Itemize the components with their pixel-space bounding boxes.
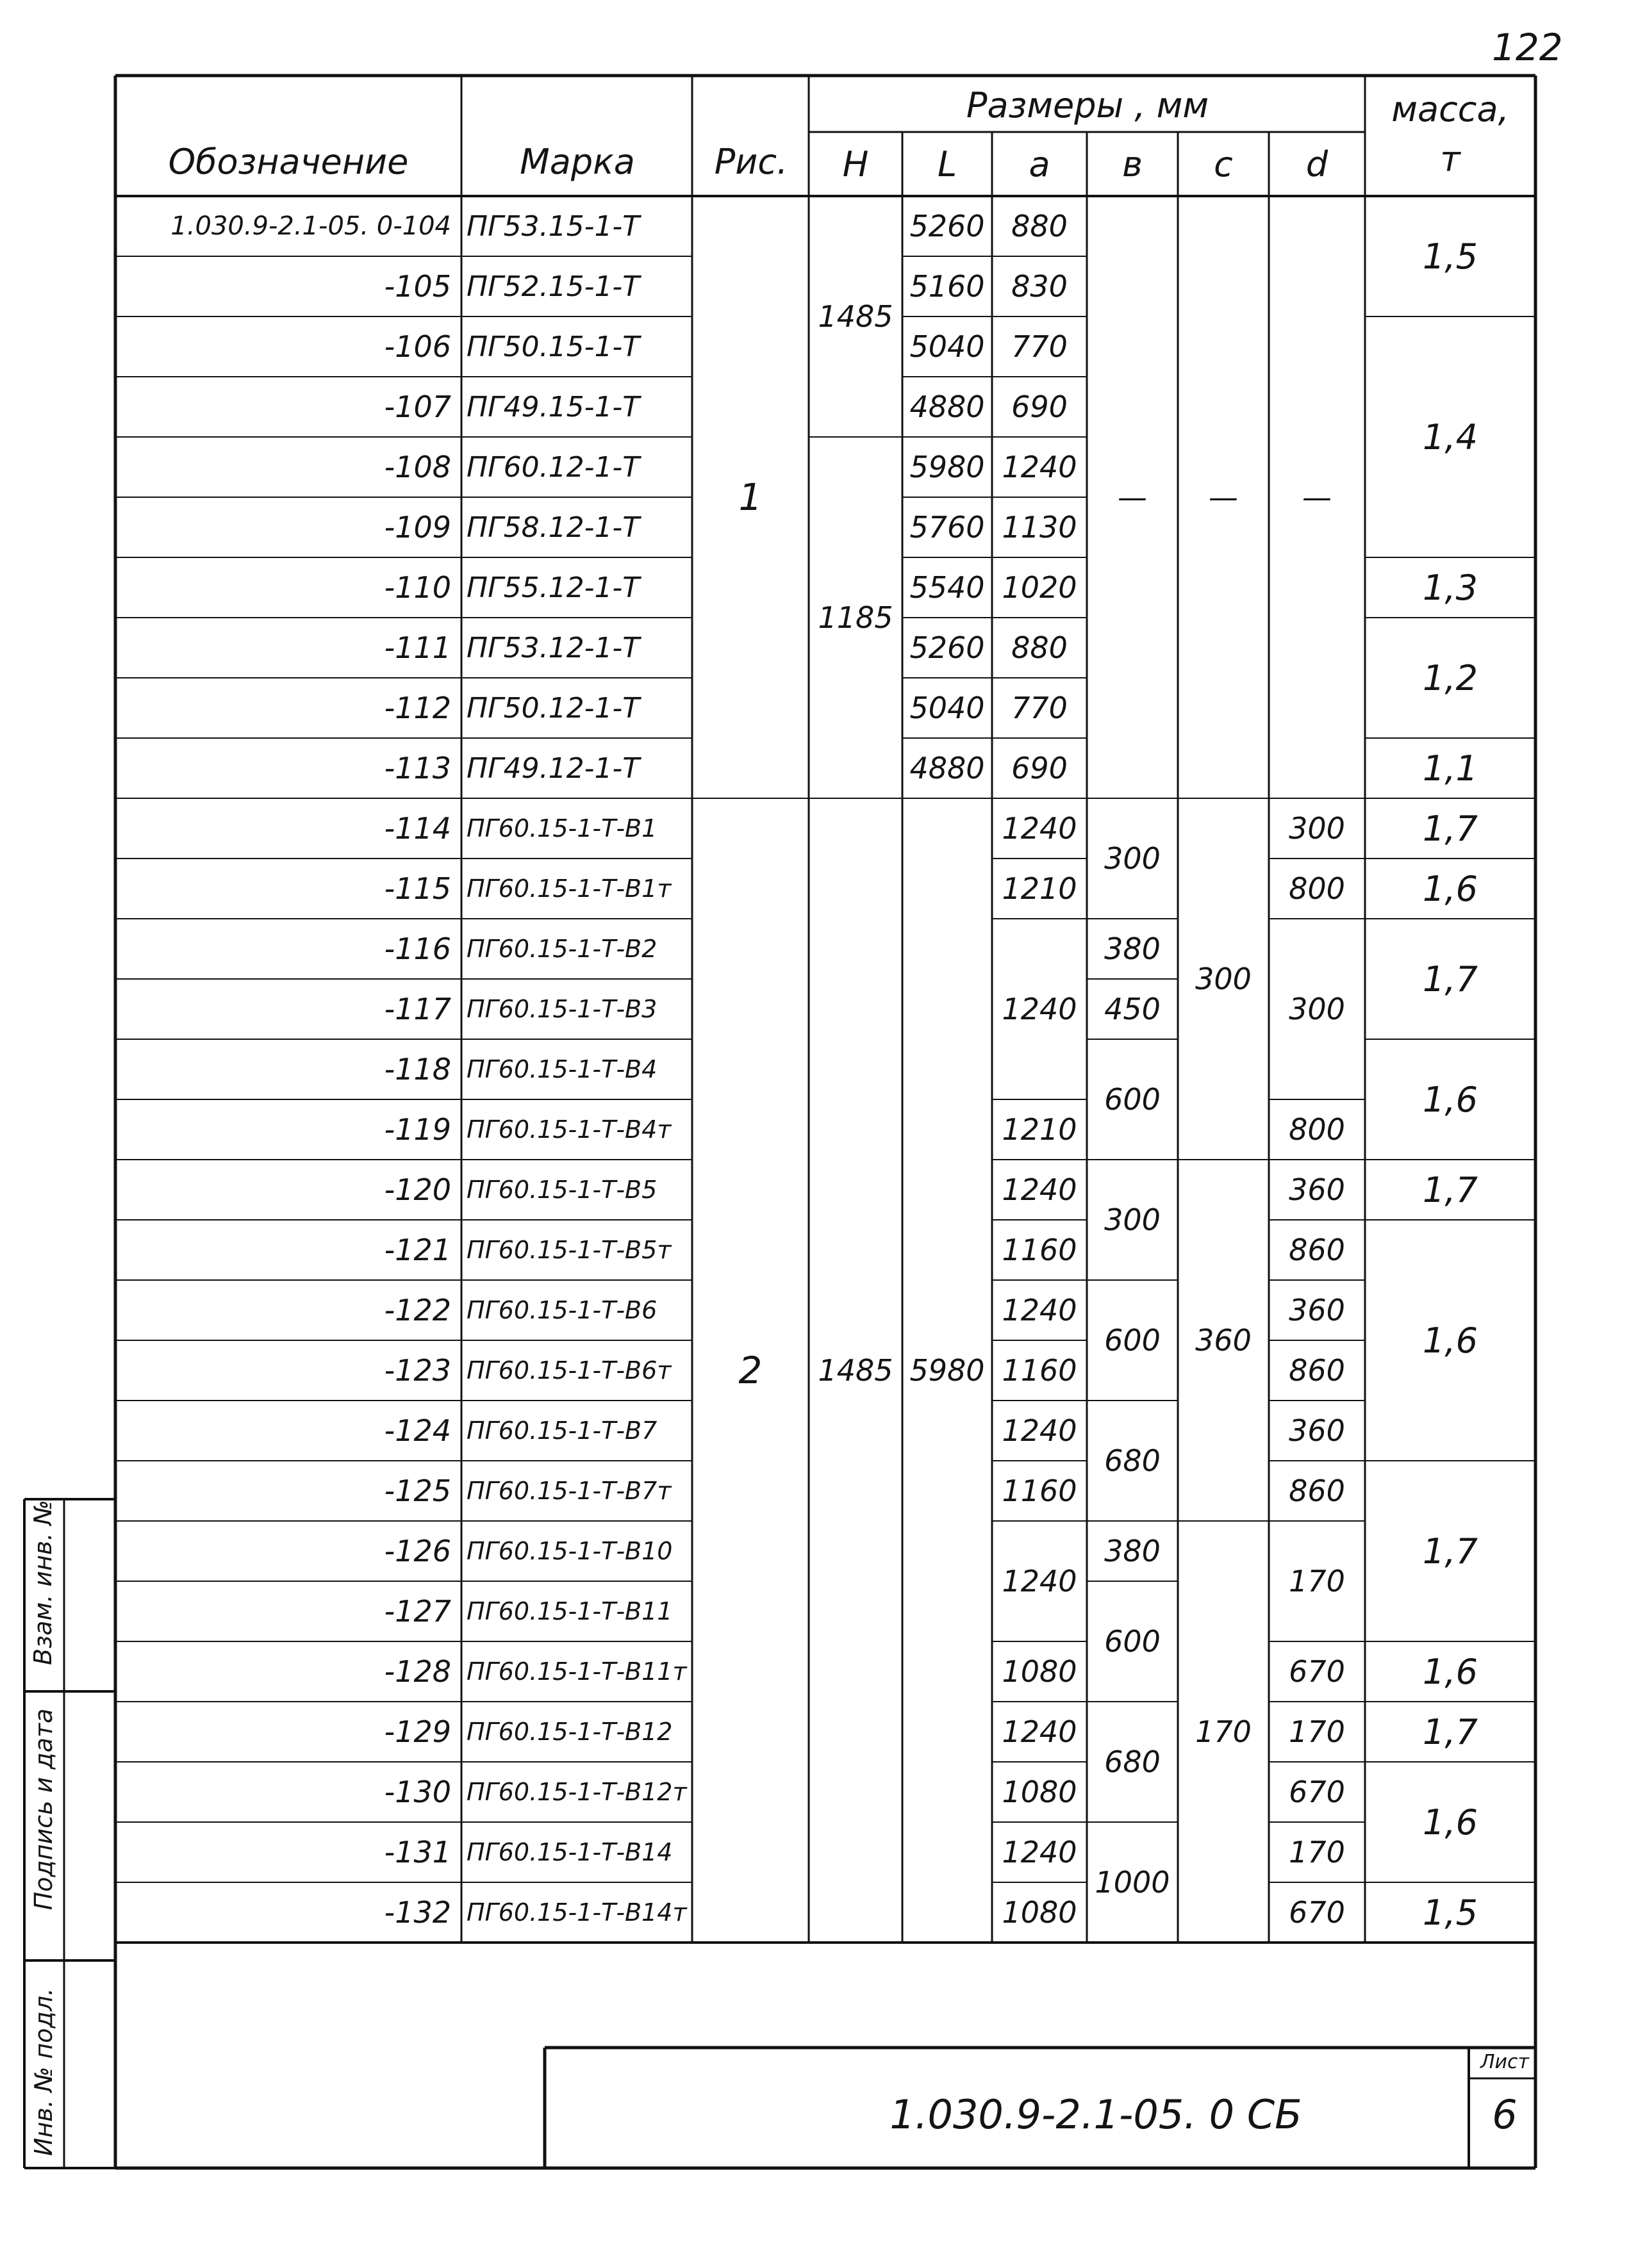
dim-l-cell: 5980 — [909, 450, 985, 484]
sheet-number: 6 — [1492, 2091, 1518, 2138]
document-code: 1.030.9-2.1-05. 0 СБ — [889, 2091, 1302, 2138]
dim-d-cell: 170 — [1289, 1714, 1345, 1749]
dim-c-cell: — — [1209, 480, 1238, 514]
mark-cell: ПГ60.15-1-Т-В14 — [467, 1838, 673, 1866]
designation-cell: -105 — [384, 269, 451, 304]
header-mass-unit: т — [1440, 138, 1460, 179]
dim-h-cell: 1485 — [818, 1353, 893, 1388]
designation-cell: -120 — [384, 1172, 451, 1207]
mark-cell: ПГ60.15-1-Т-В10 — [467, 1537, 673, 1565]
stamp-replace-inv: Взам. инв. № — [29, 1499, 57, 1665]
mass-cell: 1,7 — [1423, 958, 1478, 999]
dim-l-cell: 5760 — [909, 510, 985, 545]
dim-a-cell: 1240 — [1002, 450, 1077, 484]
mark-cell: ПГ58.12-1-Т — [467, 511, 640, 544]
mark-cell: ПГ60.15-1-Т-В1т — [467, 875, 672, 903]
dim-l-cell: 5160 — [909, 269, 985, 304]
mark-cell: ПГ60.15-1-Т-В6т — [467, 1356, 672, 1385]
dim-c-cell: 360 — [1195, 1323, 1252, 1358]
mark-cell: ПГ60.15-1-Т-В7 — [467, 1417, 658, 1445]
dim-l-cell: 4880 — [909, 751, 985, 785]
designation-cell: -118 — [384, 1052, 451, 1087]
designation-cell: -116 — [384, 932, 451, 966]
dim-a-cell: 690 — [1011, 751, 1068, 785]
dim-a-cell: 1240 — [1002, 1413, 1077, 1448]
dim-d-cell: 360 — [1289, 1172, 1345, 1207]
mark-cell: ПГ50.15-1-Т — [467, 330, 640, 363]
designation-cell: -110 — [384, 570, 451, 605]
mark-cell: ПГ60.15-1-Т-В11 — [467, 1597, 673, 1625]
header-dimensions: Размеры , мм — [966, 85, 1209, 126]
dim-a-cell: 1210 — [1002, 1112, 1077, 1147]
mark-cell: ПГ60.15-1-Т-В4 — [467, 1055, 658, 1083]
mark-cell: ПГ60.15-1-Т-В5 — [467, 1176, 658, 1204]
mark-cell: ПГ53.15-1-Т — [467, 210, 640, 243]
sheet-label: Лист — [1480, 2050, 1530, 2073]
designation-cell: -115 — [384, 871, 451, 906]
mass-cell: 1,6 — [1423, 1802, 1478, 1843]
header-dim-h: H — [842, 144, 869, 185]
dim-a-cell: 1240 — [1002, 1172, 1077, 1207]
dim-a-cell: 1160 — [1002, 1233, 1077, 1267]
dim-l-cell: 5260 — [909, 630, 985, 665]
designation-cell: -119 — [384, 1112, 451, 1147]
mark-cell: ПГ49.12-1-Т — [467, 752, 640, 785]
dim-l-cell: 4880 — [909, 390, 985, 424]
header-dim-a: a — [1029, 144, 1050, 185]
dim-a-cell: 1160 — [1002, 1474, 1077, 1508]
dim-a-cell: 1130 — [1002, 510, 1077, 545]
dim-b-cell: 680 — [1104, 1443, 1161, 1478]
mass-cell: 1,5 — [1423, 236, 1478, 277]
mark-cell: ПГ60.15-1-Т-В7т — [467, 1477, 672, 1505]
dim-d-cell: 300 — [1289, 811, 1345, 846]
dim-b-cell: 380 — [1104, 1534, 1161, 1568]
header-designation: Обозначение — [168, 141, 409, 182]
designation-cell: -131 — [384, 1835, 451, 1869]
dim-a-cell: 770 — [1011, 329, 1068, 364]
dim-d-cell: 670 — [1289, 1895, 1345, 1930]
mark-cell: ПГ60.15-1-Т-В3 — [467, 995, 658, 1023]
mass-cell: 1,1 — [1423, 748, 1478, 789]
dim-h-cell: 1485 — [818, 299, 893, 334]
dim-a-cell: 880 — [1011, 630, 1068, 665]
dim-a-cell: 1160 — [1002, 1353, 1077, 1388]
designation-cell: -127 — [384, 1594, 451, 1629]
mark-cell: ПГ60.15-1-Т-В12т — [467, 1778, 687, 1806]
mark-cell: ПГ52.15-1-Т — [467, 270, 640, 303]
designation-cell: -123 — [384, 1353, 451, 1388]
mark-cell: ПГ60.15-1-Т-В1 — [467, 814, 658, 842]
mark-cell: ПГ60.15-1-Т-В6 — [467, 1296, 658, 1324]
dim-a-cell: 1080 — [1002, 1654, 1077, 1689]
dim-l-cell: 5980 — [909, 1353, 985, 1388]
mark-cell: ПГ55.12-1-Т — [467, 571, 640, 604]
mass-cell: 1,7 — [1423, 808, 1478, 849]
mark-cell: ПГ60.12-1-Т — [467, 450, 640, 484]
dim-a-cell: 1240 — [1002, 811, 1077, 846]
header-figure: Рис. — [714, 141, 788, 182]
designation-cell: -125 — [384, 1474, 451, 1508]
designation-cell: -126 — [384, 1534, 451, 1568]
dim-l-cell: 5260 — [909, 209, 985, 243]
mass-cell: 1,7 — [1423, 1531, 1478, 1572]
dim-b-cell: 300 — [1104, 1203, 1161, 1237]
mass-cell: 1,2 — [1423, 657, 1478, 698]
designation-cell: -109 — [384, 510, 451, 545]
mass-cell: 1,5 — [1423, 1892, 1478, 1933]
designation-cell: -114 — [384, 811, 451, 846]
dim-c-cell: 300 — [1195, 962, 1252, 996]
mark-cell: ПГ60.15-1-Т-В5т — [467, 1236, 672, 1264]
dim-l-cell: 5040 — [909, 329, 985, 364]
designation-cell: -107 — [384, 390, 451, 424]
stamp-sign-date: Подпись и дата — [29, 1708, 58, 1911]
figure-cell: 2 — [738, 1349, 763, 1392]
mass-cell: 1,4 — [1423, 416, 1478, 457]
dim-d-cell: 800 — [1289, 871, 1345, 906]
mark-cell: ПГ53.12-1-Т — [467, 631, 640, 664]
header-dim-l: L — [937, 144, 957, 185]
dim-d-cell: 860 — [1289, 1353, 1345, 1388]
designation-cell: -132 — [384, 1895, 451, 1930]
mark-cell: ПГ60.15-1-Т-В11т — [467, 1657, 687, 1686]
dim-b-cell: 600 — [1104, 1323, 1161, 1358]
header-dim-d: d — [1305, 144, 1328, 185]
mark-cell: ПГ60.15-1-Т-В4т — [467, 1115, 672, 1144]
dim-b-cell: 600 — [1104, 1082, 1161, 1117]
designation-cell: 1.030.9-2.1-05. 0-104 — [170, 211, 451, 241]
dim-a-cell: 1020 — [1002, 570, 1077, 605]
dim-a-cell: 830 — [1011, 269, 1068, 304]
mark-cell: ПГ60.15-1-Т-В14т — [467, 1898, 687, 1927]
dim-l-cell: 5040 — [909, 691, 985, 725]
mass-cell: 1,6 — [1423, 868, 1478, 909]
mass-cell: 1,6 — [1423, 1320, 1478, 1361]
designation-cell: -122 — [384, 1293, 451, 1327]
dim-d-cell: 170 — [1289, 1564, 1345, 1598]
dim-b-cell: 380 — [1104, 932, 1161, 966]
dim-a-cell: 690 — [1011, 390, 1068, 424]
dim-d-cell: — — [1302, 480, 1332, 514]
dim-a-cell: 1240 — [1002, 1564, 1077, 1598]
dim-c-cell: 170 — [1195, 1714, 1252, 1749]
mark-cell: ПГ60.15-1-Т-В12 — [467, 1718, 673, 1746]
header-dim-c: c — [1214, 144, 1233, 185]
designation-cell: -121 — [384, 1233, 451, 1267]
mark-cell: ПГ50.12-1-Т — [467, 691, 640, 725]
dim-d-cell: 300 — [1289, 992, 1345, 1026]
dim-a-cell: 1080 — [1002, 1775, 1077, 1809]
dim-b-cell: 680 — [1104, 1745, 1161, 1779]
dim-b-cell: 600 — [1104, 1624, 1161, 1659]
dim-a-cell: 1240 — [1002, 992, 1077, 1026]
dim-a-cell: 1240 — [1002, 1293, 1077, 1327]
dim-l-cell: 5540 — [909, 570, 985, 605]
dim-a-cell: 1240 — [1002, 1714, 1077, 1749]
designation-cell: -111 — [384, 630, 451, 665]
designation-cell: -128 — [384, 1654, 451, 1689]
dim-a-cell: 1210 — [1002, 871, 1077, 906]
dim-a-cell: 1080 — [1002, 1895, 1077, 1930]
dim-b-cell: — — [1118, 480, 1147, 514]
mass-cell: 1,6 — [1423, 1079, 1478, 1120]
dim-b-cell: 300 — [1104, 841, 1161, 876]
dim-d-cell: 860 — [1289, 1474, 1345, 1508]
dim-d-cell: 360 — [1289, 1293, 1345, 1327]
page-number: 122 — [1492, 26, 1563, 69]
mass-cell: 1,7 — [1423, 1711, 1478, 1752]
designation-cell: -112 — [384, 691, 451, 725]
dim-a-cell: 770 — [1011, 691, 1068, 725]
mass-cell: 1,6 — [1423, 1651, 1478, 1692]
header-mass: масса, — [1391, 88, 1509, 129]
dim-d-cell: 670 — [1289, 1775, 1345, 1809]
dim-d-cell: 360 — [1289, 1413, 1345, 1448]
dim-d-cell: 800 — [1289, 1112, 1345, 1147]
dim-b-cell: 1000 — [1095, 1865, 1170, 1900]
dim-d-cell: 670 — [1289, 1654, 1345, 1689]
designation-cell: -129 — [384, 1714, 451, 1749]
designation-cell: -130 — [384, 1775, 451, 1809]
mark-cell: ПГ49.15-1-Т — [467, 390, 640, 423]
header-dim-b: в — [1122, 144, 1143, 185]
header-mark: Марка — [520, 141, 635, 182]
figure-cell: 1 — [738, 475, 763, 519]
stamp-inv-orig: Инв. № подл. — [29, 1987, 58, 2157]
mass-cell: 1,3 — [1423, 567, 1478, 608]
dim-h-cell: 1185 — [818, 600, 893, 635]
mark-cell: ПГ60.15-1-Т-В2 — [467, 935, 658, 963]
mass-cell: 1,7 — [1423, 1169, 1478, 1210]
dim-a-cell: 880 — [1011, 209, 1068, 243]
designation-cell: -106 — [384, 329, 451, 364]
designation-cell: -113 — [384, 751, 451, 785]
dim-d-cell: 170 — [1289, 1835, 1345, 1869]
dim-b-cell: 450 — [1104, 992, 1161, 1026]
designation-cell: -124 — [384, 1413, 451, 1448]
dim-d-cell: 860 — [1289, 1233, 1345, 1267]
designation-cell: -117 — [384, 992, 451, 1026]
dim-a-cell: 1240 — [1002, 1835, 1077, 1869]
designation-cell: -108 — [384, 450, 451, 484]
